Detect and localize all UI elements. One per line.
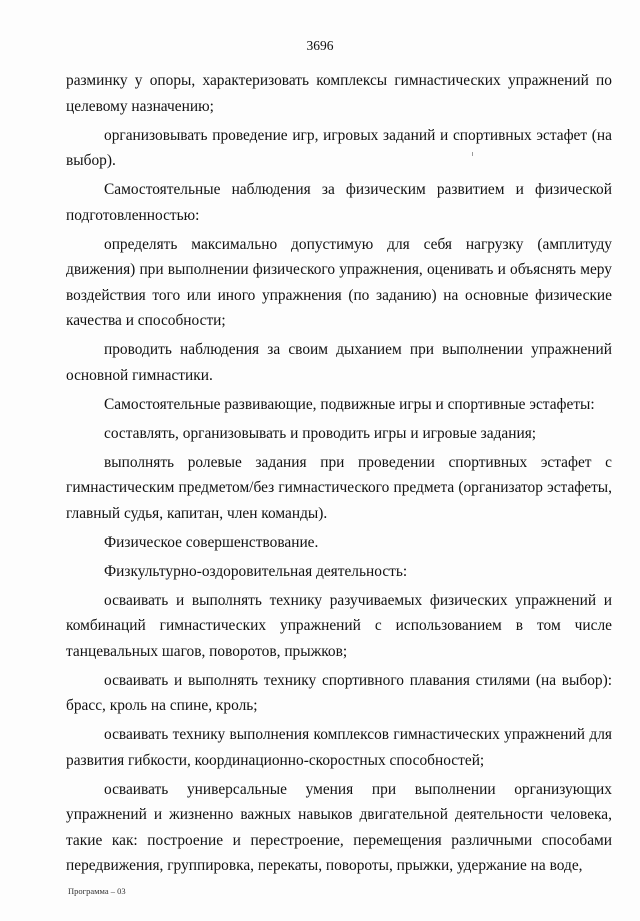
paragraph: Самостоятельные развивающие, подвижные игры и спортивные эстафеты: <box>104 395 595 413</box>
paragraph: осваивать и выполнять технику разучиваемых физических упражнений и комбинаций гимнастических упражнений с использованием в том числе танцевальных шагов, поворотов, прыжков; <box>66 591 612 660</box>
paragraph: осваивать и выполнять технику спортивного плавания стилями (на выбор): брасс, кроль на спине, кроль; <box>66 671 612 714</box>
section-heading: Физическое совершенствование. <box>104 533 319 551</box>
paragraph: составлять, организовывать и проводить игры и игровые задания; <box>104 424 537 442</box>
paragraph: осваивать универсальные умения при выполнении организующих упражнений и жизненно важных навыков двигательной деятельности человека, такие как: построение и перестроение, перемещения различными способами передвижения, группировка, перекаты, повороты, прыжки, удержание на воде, <box>66 780 612 874</box>
paragraph: выполнять ролевые задания при проведении спортивных эстафет с гимнастическим предметом/без гимнастического предмета (организатор эстафеты, главный судья, капитан, член команды). <box>66 453 612 522</box>
paragraph: Самостоятельные наблюдения за физическим развитием и физической подготовленностью: <box>66 181 612 224</box>
paragraph: проводить наблюдения за своим дыханием при выполнении упражнений основной гимнастики. <box>66 341 612 384</box>
paragraph: организовывать проведение игр, игровых заданий и спортивных эстафет (на выбор). <box>66 126 612 169</box>
subsection-heading: Физкультурно-оздоровительная деятельность: <box>104 562 408 580</box>
page-footer: Программа – 03 <box>68 886 126 896</box>
paragraph: разминку у опоры, характеризовать комплексы гимнастических упражнений по целевому назначению; <box>66 72 612 115</box>
paragraph: определять максимально допустимую для себя нагрузку (амплитуду движения) при выполнении физического упражнения, оценивать и объяснять меру воздействия того или иного упражнения (по заданию) на основные физические качества и способности; <box>66 235 612 329</box>
paragraph: осваивать технику выполнения комплексов гимнастических упражнений для развития гибкости, координационно-скоростных способностей; <box>66 726 612 769</box>
page-number: 3696 <box>306 38 334 53</box>
document-body <box>66 68 612 882</box>
